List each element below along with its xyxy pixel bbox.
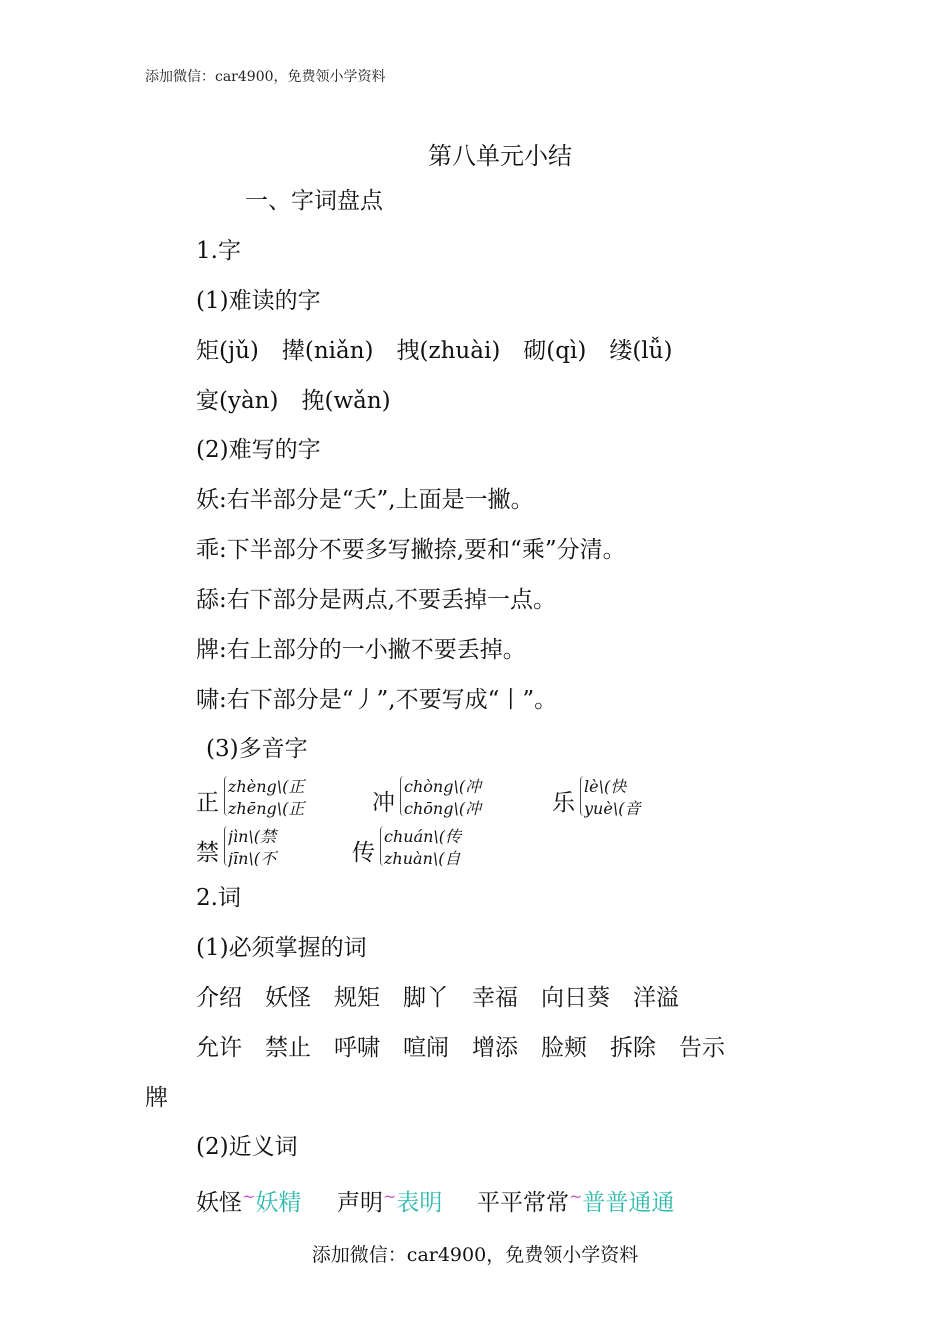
polyphonic-char: 冲 bbox=[372, 790, 395, 816]
polyphonic-char: 乐 bbox=[552, 790, 575, 816]
tilde-mark: ~ bbox=[383, 1187, 397, 1206]
synonym-word: 妖怪 bbox=[196, 1190, 242, 1216]
nandu-line-2: 宴(yàn) 挽(wǎn) bbox=[196, 388, 391, 414]
synonym-pair bbox=[477, 1182, 674, 1218]
tilde-mark: ~ bbox=[569, 1187, 583, 1206]
nanxie-item: 乖:下半部分不要多写撇捺,要和“乘”分清。 bbox=[196, 537, 626, 563]
reading: chòng\(冲 bbox=[404, 777, 482, 796]
synonym-pair bbox=[337, 1182, 442, 1218]
bixu-line-2: 允许 禁止 呼啸 喧闹 增添 脸颊 拆除 告示 bbox=[196, 1035, 725, 1061]
reading: yuè\(音 bbox=[584, 799, 641, 818]
section-heading: 一、字词盘点 bbox=[245, 188, 383, 214]
synonym-match: 普普通通 bbox=[582, 1190, 675, 1216]
reading: zhèng\(正 bbox=[228, 777, 305, 796]
reading: chōng\(冲 bbox=[404, 799, 482, 818]
subheading-nanxie: (2)难写的字 bbox=[196, 437, 321, 463]
reading: lè\(快 bbox=[584, 777, 627, 796]
synonym-word: 声明 bbox=[337, 1190, 383, 1216]
polyphonic-entry bbox=[372, 774, 522, 822]
bixu-line-3: 牌 bbox=[145, 1085, 168, 1111]
polyphonic-entry bbox=[552, 774, 682, 822]
reading: jìn\(禁 bbox=[228, 827, 277, 846]
bixu-line-1: 介绍 妖怪 规矩 脚丫 幸福 向日葵 洋溢 bbox=[196, 985, 679, 1011]
nandu-line-1: 矩(jǔ) 撵(niǎn) 拽(zhuài) 砌(qì) 缕(lǚ) bbox=[196, 338, 673, 364]
subheading-nandu: (1)难读的字 bbox=[196, 288, 321, 314]
subheading-jinyi: (2)近义词 bbox=[196, 1134, 298, 1160]
polyphonic-char: 禁 bbox=[196, 840, 219, 866]
watermark-bottom: 添加微信：car4900，免费领小学资料 bbox=[311, 1244, 639, 1266]
polyphonic-char: 正 bbox=[196, 790, 219, 816]
page-title: 第八单元小结 bbox=[428, 142, 572, 170]
synonym-pair bbox=[196, 1182, 301, 1218]
polyphonic-entry bbox=[196, 824, 331, 872]
polyphonic-entry bbox=[196, 774, 331, 822]
polyphonic-entry bbox=[352, 824, 512, 872]
synonym-match: 妖精 bbox=[255, 1190, 302, 1216]
reading: jīn\(不 bbox=[228, 849, 277, 868]
reading: zhuàn\(自 bbox=[384, 849, 461, 868]
nanxie-item: 牌:右上部分的一小撇不要丢掉。 bbox=[196, 637, 526, 663]
synonym-match: 表明 bbox=[396, 1190, 443, 1216]
nanxie-item: 啸:右下部分是“丿”,不要写成“丨”。 bbox=[196, 687, 558, 713]
reading: chuán\(传 bbox=[384, 827, 462, 846]
nanxie-item: 妖:右半部分是“夭”,上面是一撇。 bbox=[196, 487, 534, 513]
subheading-bixu: (1)必须掌握的词 bbox=[196, 935, 367, 961]
nanxie-item: 舔:右下部分是两点,不要丢掉一点。 bbox=[196, 587, 557, 613]
subheading-ci: 2.词 bbox=[196, 885, 241, 911]
synonym-word: 平平常常 bbox=[477, 1190, 569, 1216]
subheading-duoyin: (3)多音字 bbox=[206, 736, 308, 762]
watermark-top: 添加微信：car4900，免费领小学资料 bbox=[145, 69, 386, 85]
polyphonic-char: 传 bbox=[352, 840, 375, 866]
tilde-mark: ~ bbox=[242, 1187, 256, 1206]
reading: zhēng\(正 bbox=[228, 799, 305, 818]
subheading-zi: 1.字 bbox=[196, 238, 241, 264]
